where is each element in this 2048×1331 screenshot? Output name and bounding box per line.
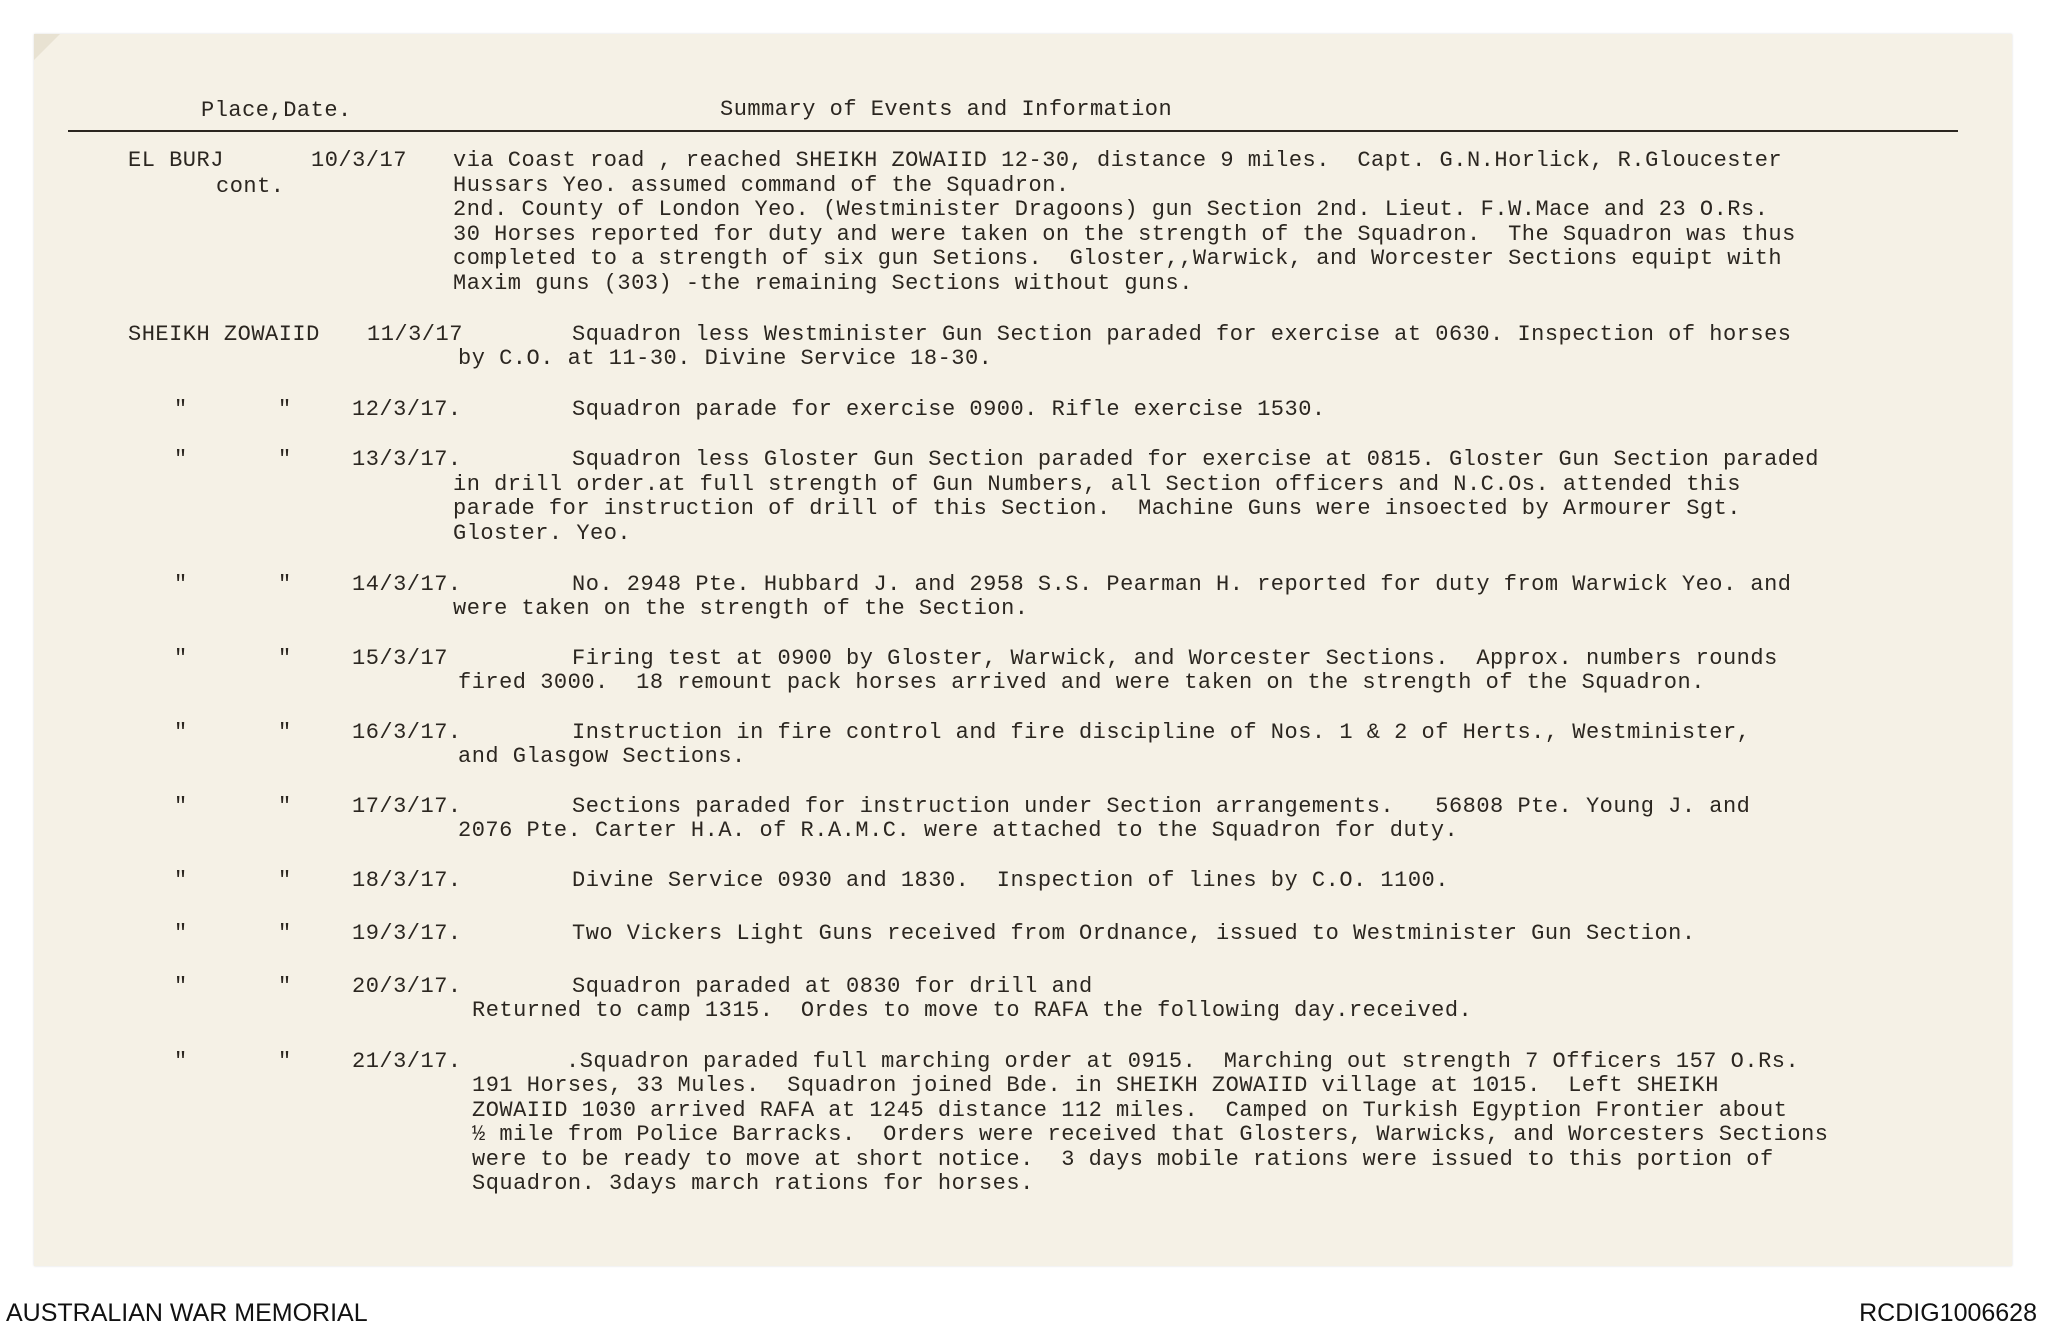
entry-text-line: ½ mile from Police Barracks. Orders were received that Glosters, Warwicks, and Worcesters Sections [472,1122,1829,1147]
entry-date: 11/3/17 [367,322,463,347]
entry-date: 18/3/17. [352,868,462,893]
entry-text-line: Hussars Yeo. assumed command of the Squadron. [453,173,1070,198]
entry-text-line: 191 Horses, 33 Mules. Squadron joined Bde. in SHEIKH ZOWAIID village at 1015. Left SHEIKH [472,1073,1719,1098]
entry-place: EL BURJ [128,148,224,173]
entry-text-line: Returned to camp 1315. Ordes to move to RAFA the following day.received. [472,998,1473,1023]
header-rule [68,130,1958,132]
entry-date: 12/3/17. [352,397,462,422]
column-header-summary: Summary of Events and Information [720,97,1173,122]
entry-text-line: Maxim guns (303) -the remaining Sections without guns. [453,271,1193,296]
ditto-mark-place: " [174,646,188,671]
ditto-mark-date: " [278,974,292,999]
entry-text-line: Two Vickers Light Guns received from Ordnance, issued to Westminister Gun Section. [572,921,1696,946]
footer-institution: AUSTRALIAN WAR MEMORIAL [6,1299,368,1327]
entry-text-line: Firing test at 0900 by Gloster, Warwick, and Worcester Sections. Approx. numbers rounds [572,646,1778,671]
entry-text-line: Squadron. 3days march rations for horses. [472,1171,1034,1196]
ditto-mark-place: " [174,921,188,946]
ditto-mark-date: " [278,720,292,745]
entry-text-line: Gloster. Yeo. [453,521,632,546]
ditto-mark-place: " [174,397,188,422]
ditto-mark-date: " [278,572,292,597]
entry-text-line: via Coast road , reached SHEIKH ZOWAIID 12-30, distance 9 miles. Capt. G.N.Horlick, R.Gloucester [453,148,1783,173]
ditto-mark-date: " [278,1049,292,1074]
entry-place: SHEIKH ZOWAIID [128,322,320,347]
entry-date: 20/3/17. [352,974,462,999]
ditto-mark-place: " [174,794,188,819]
ditto-mark-place: " [174,447,188,472]
entry-text-line: No. 2948 Pte. Hubbard J. and 2958 S.S. Pearman H. reported for duty from Warwick Yeo. and [572,572,1792,597]
entry-date: 10/3/17 [311,148,407,173]
entry-text-line: and Glasgow Sections. [458,744,746,769]
entry-date: 21/3/17. [352,1049,462,1074]
entry-text-line: were to be ready to move at short notice. 3 days mobile rations were issued to this portion of [472,1147,1774,1172]
entry-text-line: Squadron less Westminister Gun Section paraded for exercise at 0630. Inspection of horses [572,322,1792,347]
entry-date: 13/3/17. [352,447,462,472]
footer-record-id: RCDIG1006628 [1859,1299,2037,1327]
entry-text-line: were taken on the strength of the Section. [453,596,1029,621]
ditto-mark-place: " [174,974,188,999]
ditto-mark-date: " [278,447,292,472]
entry-text-line: in drill order.at full strength of Gun Numbers, all Section officers and N.C.Os. attended this [453,472,1742,497]
entry-text-line: 2nd. County of London Yeo. (Westminister Dragoons) gun Section 2nd. Lieut. F.W.Mace and 23 O.Rs. [453,197,1769,222]
entry-text-line: parade for instruction of drill of this Section. Machine Guns were insoected by Armourer Sgt. [453,496,1742,521]
ditto-mark-place: " [174,868,188,893]
entry-text-line: Squadron parade for exercise 0900. Rifle exercise 1530. [572,397,1326,422]
entry-text-line: Divine Service 0930 and 1830. Inspection of lines by C.O. 1100. [572,868,1449,893]
ditto-mark-date: " [278,646,292,671]
entry-text-line: .Squadron paraded full marching order at 0915. Marching out strength 7 Officers 157 O.Rs. [566,1049,1800,1074]
entry-text-line: completed to a strength of six gun Setions. Gloster,,Warwick, and Worcester Sections equipt with [453,246,1783,271]
entry-text-line: 2076 Pte. Carter H.A. of R.A.M.C. were attached to the Squadron for duty. [458,818,1459,843]
entry-text-line: 30 Horses reported for duty and were taken on the strength of the Squadron. The Squadron was thus [453,222,1796,247]
entry-text-line: Squadron paraded at 0830 for drill and [572,974,1093,999]
ditto-mark-place: " [174,1049,188,1074]
ditto-mark-place: " [174,720,188,745]
entry-date: 15/3/17 [352,646,448,671]
entry-date: 14/3/17. [352,572,462,597]
ditto-mark-date: " [278,397,292,422]
entry-text-line: Instruction in fire control and fire discipline of Nos. 1 & 2 of Herts., Westminister, [572,720,1751,745]
entry-text-line: Sections paraded for instruction under Section arrangements. 56808 Pte. Young J. and [572,794,1751,819]
page-corner [34,34,60,60]
entry-text-line: ZOWAIID 1030 arrived RAFA at 1245 distance 112 miles. Camped on Turkish Egyption Frontier about [472,1098,1788,1123]
entry-date: 16/3/17. [352,720,462,745]
ditto-mark-date: " [278,921,292,946]
ditto-mark-date: " [278,794,292,819]
ditto-mark-place: " [174,572,188,597]
entry-date: 19/3/17. [352,921,462,946]
column-header-place-date: Place,Date. [201,98,352,123]
entry-date: 17/3/17. [352,794,462,819]
entry-place-cont: cont. [216,174,285,199]
entry-text-line: fired 3000. 18 remount pack horses arrived and were taken on the strength of the Squadron. [458,670,1705,695]
ditto-mark-date: " [278,868,292,893]
entry-text-line: by C.O. at 11-30. Divine Service 18-30. [458,346,993,371]
entry-text-line: Squadron less Gloster Gun Section paraded for exercise at 0815. Gloster Gun Section paraded [572,447,1819,472]
